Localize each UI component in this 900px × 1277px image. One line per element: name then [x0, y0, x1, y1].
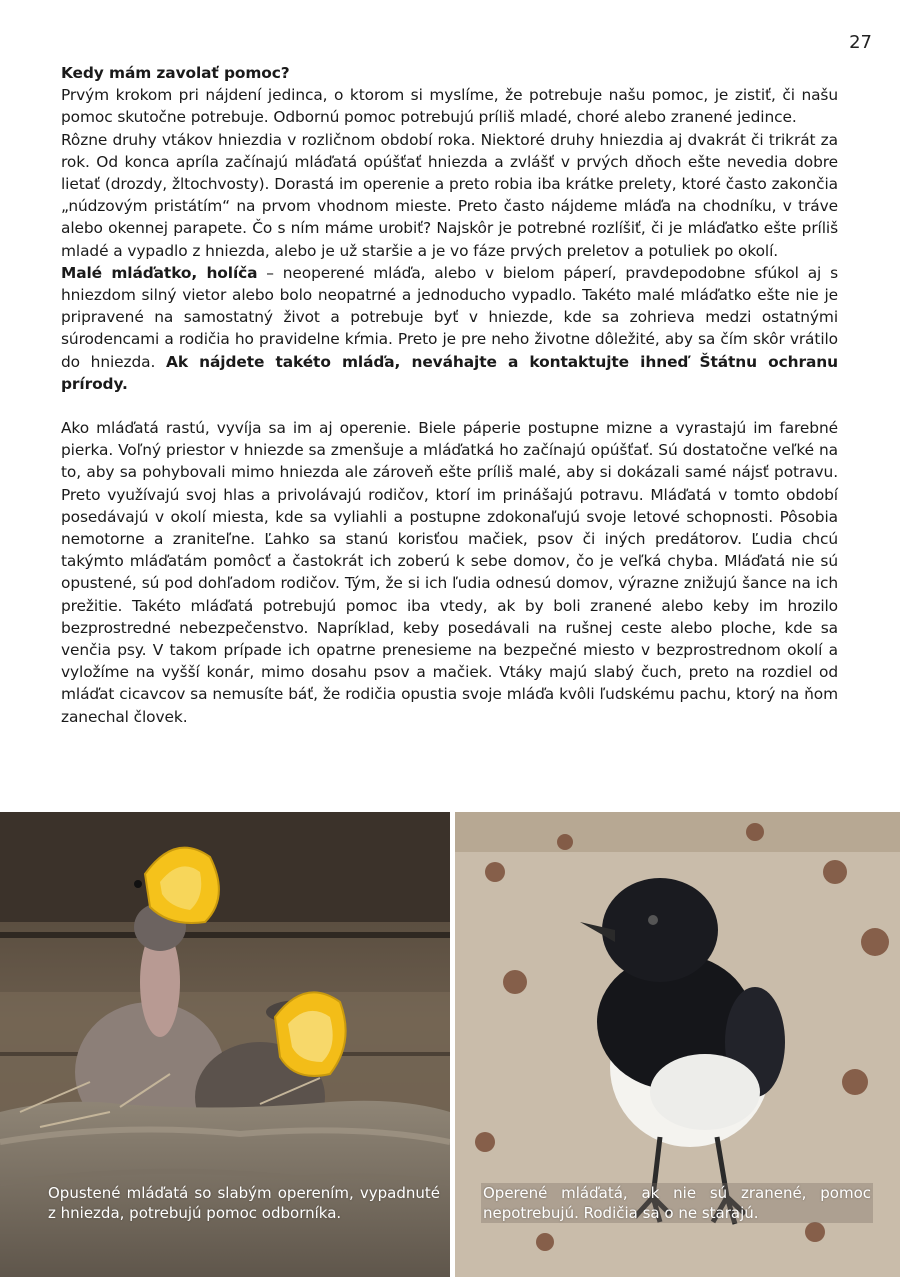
- section-heading: Kedy mám zavolať pomoc?: [61, 64, 290, 82]
- paragraph-small-chick: [61, 262, 838, 395]
- paragraph-fledglings: Ako mláďatá rastú, vyvíja sa im aj operenie. Biele páperie postupne mizne a vyrastajú im farebné pierka. Voľný priestor v hniezde sa zmenšuje a mláďatká ho začínajú opúšťať. Sú dostatočne veľké na to, aby sa pohybovali mimo hniezda ale zároveň ešte príliš malé, aby si dokázali samé nájsť potravu. Preto využívajú svoj hlas a privolávajú rodičov, ktorí im prinášajú potravu. Mláďatá v tomto období posedávajú v okolí miesta, kde sa vyliahli a postupne zdokonaľujú svoje letové schopnosti. Pôsobia nemotorne a zraniteľne. Ľahko sa stanú korisťou mačiek, psov či iných predátorov. Ľudia chcú takýmto mláďatám pomôcť a častokrát ich zoberú k sebe domov, čo je veľká chyba. Mláďatá nie sú opustené, sú pod dohľadom rodičov. Tým, že si ich ľudia odnesú domov, výrazne znižujú šance na ich prežitie. Takéto mláďatá potrebujú pomoc iba vtedy, ak by boli zranené alebo keby im hrozilo bezprostredné nebezpečenstvo. Napríklad, keby posedávali na rušnej ceste alebo ploche, kde sa venčia psy. V takom prípade ich opatrne prenesieme na bezpečné miesto v bezprostrednom okolí a vyložíme na vyšší konár, mimo dosahu psov a mačiek. Vtáky majú slabý čuch, preto na rozdiel od mláďat cicavcov sa nemusíte báť, že rodičia opustia svoje mláďa kvôli ľudskému pachu, ktorý na ňom zanechal človek.: [61, 419, 838, 726]
- paragraph-intro: Prvým krokom pri nájdení jedinca, o ktorom si myslíme, že potrebuje našu pomoc, je zistiť, či našu pomoc skutočne potrebuje. Odbornú pomoc potrebujú príliš mladé, choré alebo zranené jedince.: [61, 86, 838, 127]
- small-chick-term: Malé mláďatko, holíča: [61, 263, 258, 282]
- page-number: 27: [849, 32, 872, 53]
- small-chick-text: – neoperené mláďa, alebo v bielom páperí, pravdepodobne sfúkol aj s hniezdom silný vietor alebo bolo neopatrné a jednoducho vypadlo. Takéto malé mláďatko ešte nie je pripravené na samostatný život a potrebuje byť v hniezde, kde sa zohrieva medzi ostatnými súrodencami a rodičia ho pravidelne kŕmia. Preto je pre neho životne dôležité, aby sa čím skôr vrátilo do hniezda.: [61, 263, 838, 371]
- caption-nestlings: Opustené mláďatá so slabým operením, vypadnuté z hniezda, potrebujú pomoc odborníka.: [48, 1184, 440, 1222]
- contact-instruction: Ak nájdete takéto mláďa, neváhajte a kontaktujte ihneď Štátnu ochranu prírody.: [61, 352, 838, 393]
- article-body: [61, 62, 838, 728]
- paragraph-nesting: Rôzne druhy vtákov hniezdia v rozličnom období roka. Niektoré druhy hniezdia aj dvakrát či trikrát za rok. Od konca apríla začínajú mláďatá opúšťať hniezda a zvlášť v prvých dňoch ešte nevedia dobre lietať (drozdy, žltochvosty). Dorastá im operenie a preto robia iba krátke prelety, ktoré často zakončia „núdzovým pristátím“ na prvom vhodnom mieste. Preto často nájdeme mláďa na chodníku, v tráve alebo okennej parapete. Čo s ním máme urobiť? Najskôr je potrebné rozlíšiť, či je mláďatko ešte príliš mladé a vypadlo z hniezda, alebo je už staršie a je vo fáze prvých preletov a potuliek po okolí.: [61, 130, 838, 260]
- caption-fledgling: Operené mláďatá, ak nie sú zranené, pomoc nepotrebujú. Rodičia sa o ne starajú.: [483, 1184, 871, 1222]
